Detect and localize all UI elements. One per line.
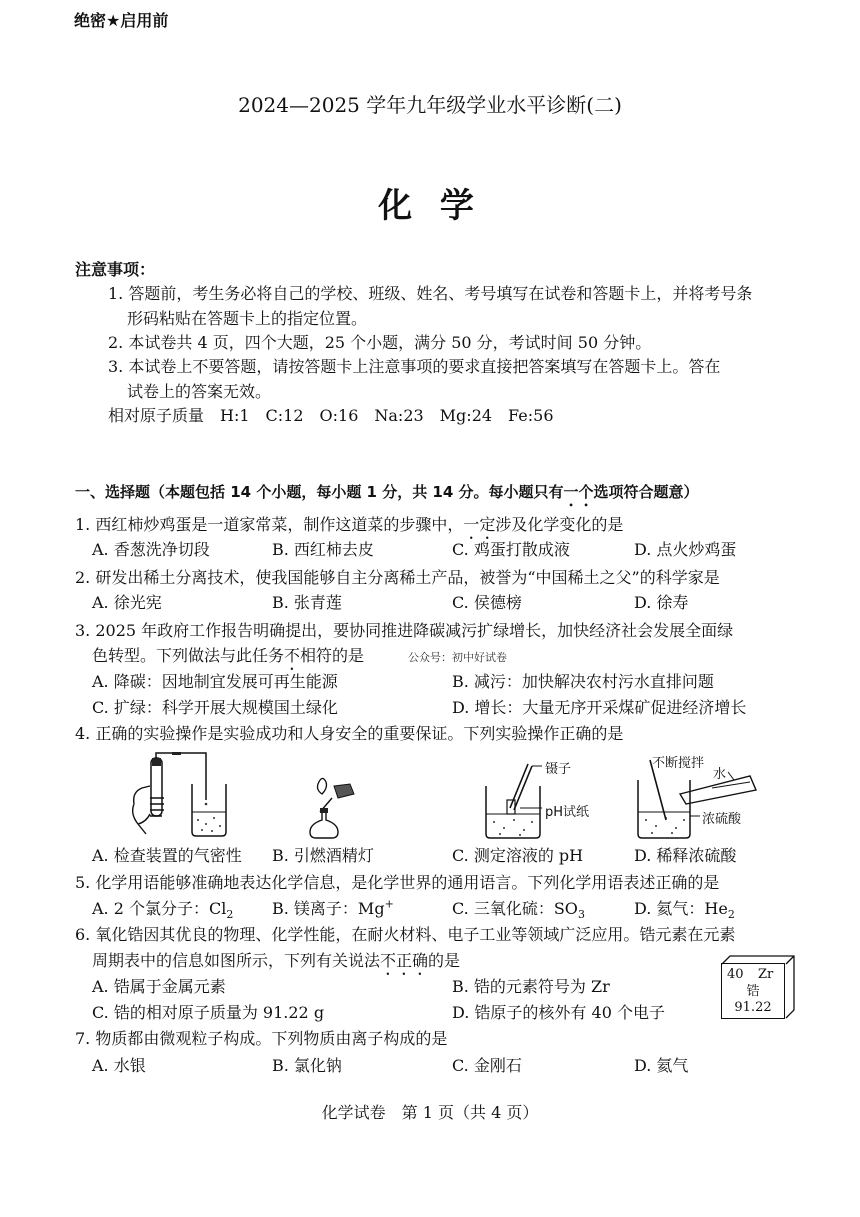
q6-stem-line2: 周期表中的信息如图所示，下列有关说法不正确的是 bbox=[92, 951, 461, 970]
q3-stem-line1: 3. 2025 年政府工作报告明确提出，要协同推进降碳减污扩绿增长，加快经济社会发展全面绿 bbox=[75, 621, 734, 640]
q1-stem: 1. 西红柿炒鸡蛋是一道家常菜，制作这道菜的步骤中，一定涉及化学变化的是 bbox=[75, 515, 624, 534]
q4-stem: 4. 正确的实验操作是实验成功和人身安全的重要保证。下列实验操作正确的是 bbox=[75, 724, 624, 743]
notice-heading: 注意事项： bbox=[75, 260, 156, 279]
element-name: 锆 bbox=[746, 984, 760, 999]
q2-option-c: C. 侯德榜 bbox=[452, 593, 522, 612]
element-card-shadow bbox=[721, 955, 796, 1025]
q3-option-c: C. 扩绿：科学开展大规模国土绿化 bbox=[92, 698, 338, 717]
element-symbol: Zr bbox=[758, 967, 774, 982]
subject-title: 化 学 bbox=[378, 186, 482, 226]
q6-option-d: D. 锆原子的核外有 40 个电子 bbox=[452, 1003, 665, 1022]
q1-option-b: B. 西红柿去皮 bbox=[272, 540, 374, 559]
q7-stem: 7. 物质都由微观粒子构成。下列物质由离子构成的是 bbox=[75, 1029, 448, 1048]
q6-option-a: A. 锆属于金属元素 bbox=[92, 977, 226, 996]
q3-stem-line2: 色转型。下列做法与此任务不相符的是 bbox=[92, 646, 365, 665]
q6-option-b: B. 锆的元素符号为 Zr bbox=[452, 977, 610, 996]
q5-option-a: A. 2 个氯分子：$Cl_2$ bbox=[92, 899, 234, 922]
notice-item-3-cont: 试卷上的答案无效。 bbox=[127, 382, 272, 401]
notice-item-2: 2. 本试卷共 4 页，四个大题，25 个小题，满分 50 分，考试时间 50 分钟。 bbox=[108, 333, 652, 352]
label-tweezers: 镊子 bbox=[545, 762, 572, 777]
label-ph-paper: pH试纸 bbox=[545, 805, 590, 820]
notice-item-3: 3. 本试卷上不要答题，请按答题卡上注意事项的要求直接把答案填写在答题卡上。答在 bbox=[108, 357, 721, 376]
q4-option-b: B. 引燃酒精灯 bbox=[272, 846, 374, 865]
q5-option-c: C. 三氧化硫：$SO_3$ bbox=[452, 899, 585, 922]
label-conc-acid: 浓硫酸 bbox=[702, 812, 742, 827]
q4-option-c: C. 测定溶液的 pH bbox=[452, 846, 584, 865]
notice-item-1: 1. 答题前，考生务必将自己的学校、班级、姓名、考号填写在试卷和答题卡上，并将考号条 bbox=[108, 284, 753, 303]
q4-option-d: D. 稀释浓硫酸 bbox=[634, 846, 737, 865]
q5-option-d: D. 氦气：$He_2$ bbox=[634, 899, 735, 922]
q4-option-a: A. 检查装置的气密性 bbox=[92, 846, 242, 865]
page-footer: 化学试卷 第 1 页（共 4 页） bbox=[321, 1103, 539, 1122]
figure-airtightness-check bbox=[120, 752, 250, 842]
q7-option-b: B. 氯化钠 bbox=[272, 1056, 342, 1075]
q6-stem-line1: 6. 氧化锆因其优良的物理、化学性能，在耐火材料、电子工业等领域广泛应用。锆元素在元素 bbox=[75, 925, 736, 944]
q2-option-d: D. 徐寿 bbox=[634, 593, 689, 612]
q2-stem: 2. 研发出稀土分离技术，使我国能够自主分离稀土产品，被誉为“中国稀土之父”的科学家是 bbox=[75, 568, 720, 587]
q7-option-a: A. 水银 bbox=[92, 1056, 146, 1075]
watermark-text: 公众号：初中好试卷 bbox=[408, 651, 507, 664]
q1-option-d: D. 点火炒鸡蛋 bbox=[634, 540, 737, 559]
q5-option-b: B. 镁离子：Mg+ bbox=[272, 897, 394, 918]
q2-option-b: B. 张青莲 bbox=[272, 593, 342, 612]
q7-option-d: D. 氦气 bbox=[634, 1056, 689, 1075]
element-mass: 91.22 bbox=[734, 1000, 772, 1015]
label-stir: 不断搅拌 bbox=[652, 756, 705, 771]
q6-option-c: C. 锆的相对原子质量为 91.22 g bbox=[92, 1003, 325, 1022]
q3-option-a: A. 降碳：因地制宜发展可再生能源 bbox=[92, 672, 338, 691]
figure-alcohol-lamp bbox=[298, 772, 368, 842]
element-number: 40 bbox=[727, 967, 744, 982]
q3-option-d: D. 增长：大量无序开采煤矿促进经济增长 bbox=[452, 698, 747, 717]
atomic-mass-line: 相对原子质量 H:1 C:12 O:16 Na:23 Mg:24 Fe:56 bbox=[108, 406, 554, 425]
q5-stem: 5. 化学用语能够准确地表达化学信息，是化学世界的通用语言。下列化学用语表述正确的是 bbox=[75, 873, 720, 892]
secret-label: 绝密★启用前 bbox=[74, 11, 169, 30]
notice-item-1-cont: 形码粘贴在答题卡上的指定位置。 bbox=[127, 309, 368, 328]
label-water: 水 bbox=[713, 767, 727, 782]
section1-heading: 一、选择题（本题包括 14 个小题，每小题 1 分，共 14 分。每小题只有一个选项符合题意） bbox=[75, 483, 699, 501]
q7-option-c: C. 金刚石 bbox=[452, 1056, 522, 1075]
q1-option-a: A. 香葱洗净切段 bbox=[92, 540, 210, 559]
q1-option-c: C. 鸡蛋打散成液 bbox=[452, 540, 570, 559]
q3-option-b: B. 减污：加快解决农村污水直排问题 bbox=[452, 672, 714, 691]
exam-title: 2024—2025 学年九年级学业水平诊断(二) bbox=[238, 93, 622, 117]
q2-option-a: A. 徐光宪 bbox=[92, 593, 162, 612]
